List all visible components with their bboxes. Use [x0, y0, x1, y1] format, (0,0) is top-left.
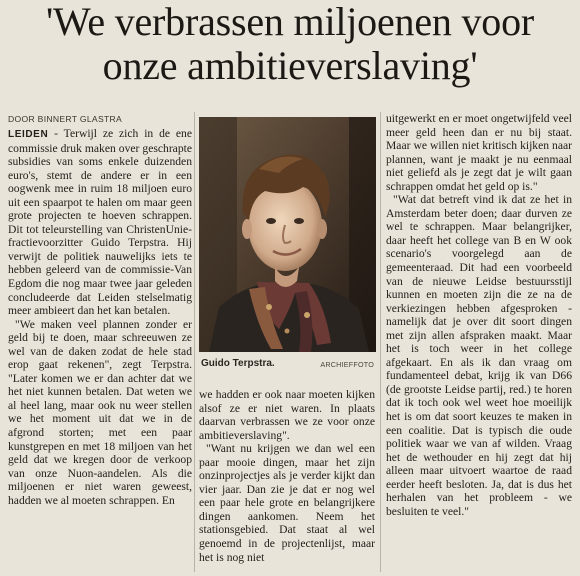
portrait-image: [199, 117, 376, 352]
lead-paragraph: [8, 127, 192, 318]
body-paragraph: "We maken veel plannen zonder er geld bij te doen, maar schreeuwen ze wel van de daken zodat de hele stad erop gaat rekenen", zegt Terpstra. "Later komen we er dan achter dat we het niet kunnen betalen. Dat weten we al heel lang, maar ook nu weer stellen we het moment uit dat we in de afgrond storten; met een paar kunstgrepen en met 18 miljoen van het geld dat we kregen door de verkoop van onze Nuon-aandelen. Als die miljoenen er niet waren geweest, hadden we al moeten schrappen. En: [8, 317, 192, 507]
body-paragraph: "Want nu krijgen we dan wel een paar mooie dingen, maar het zijn onzinprojectjes als je verder kijkt dan vier jaar. Dan zie je dat er nog wel een paar hele grote en belangrijkere dingen aankomen. Neem het stationsgebied. Dat staat al wel genoemd in de projectenlijst, maar het is nog niet: [199, 442, 375, 564]
headline-line-2: onze ambitieverslaving': [102, 43, 478, 88]
photo-credit: ARCHIEFFOTO: [320, 360, 374, 369]
photo-caption: [199, 357, 376, 371]
body-paragraph: "Wat dat betreft vind ik dat ze het in Amsterdam beter doen; daar durven ze wel te schrappen. Maar belangrijker, daar heeft het college van B en W ook scenario's voorgelegd aan de gemeenteraad. Dit had een voorbeeld van de nieuwe Leidse bestuursstijl kunnen en moeten zijn die ze na de verkiezingen hebben afgesproken - namelijk dat je over dit soort dingen met zijn allen afspraken maakt. Maar het is toch weer in het college afgekaart. En als ik dan vraag om fundamenteel debat, krijg ik van D66 (de grootste Leidse partij, red.) te horen dat ik toch ook wel weet hoe moeilijk het is om dat soort keuzes te maken in een coalitie. Dat is typisch die oude politiek waar we van af wilden. Vraag het de wethouder en hij zegt dat hij alleen maar uitvoert waartoe de raad eerder heeft besloten. Ja, dat is dus het herhalen van het probleem - we besluiten te veel.": [386, 193, 572, 518]
article-column-3: [386, 112, 572, 518]
caption-text: Guido Terpstra.: [201, 358, 275, 369]
byline: DOOR BINNERT GLASTRA: [8, 114, 123, 124]
column-rule: [380, 112, 381, 572]
body-paragraph: uitgewerkt en er moet ongetwijfeld veel meer geld heen dan er nu bij staat. Maar we willen niet kritisch kijken naar plannen, want je maakt je nu eenmaal niet geliefd als je zegt dat je wilt gaan schrappen omdat het geld op is.": [386, 112, 572, 193]
headline-line-1: 'We verbrassen miljoenen voor: [45, 0, 535, 44]
body-paragraph: we hadden er ook naar moeten kijken alsof ze er niet waren. In plaats daarvan verbrassen we ze voor onze ambitieverslaving".: [199, 388, 375, 442]
lead-text: - Terwijl ze zich in de ene commissie druk maken over geschrapte subsidies van soms enkele duizenden euro's, stemt de andere er in een oogwenk mee in ruim 18 miljoen euro uit een spaarpot te halen om maar geen grote projecten te hoeven schrappen. Dit tot teleurstelling van ChristenUnie-fractievoorzitter Guido Terpstra. Hij verwijt de politiek nauwelijks iets te hebben geleerd van de commissie-Van Egdom die nog maar twee jaar geleden concludeerde dat Leiden stelselmatig meer ambieert dan het kan betalen.: [8, 127, 192, 318]
dateline: LEIDEN: [8, 129, 49, 140]
article-column-2: [199, 388, 375, 564]
column-rule: [194, 112, 195, 572]
article-column-1: [8, 114, 192, 507]
headline: [0, 0, 580, 88]
portrait-photo: [199, 117, 376, 352]
